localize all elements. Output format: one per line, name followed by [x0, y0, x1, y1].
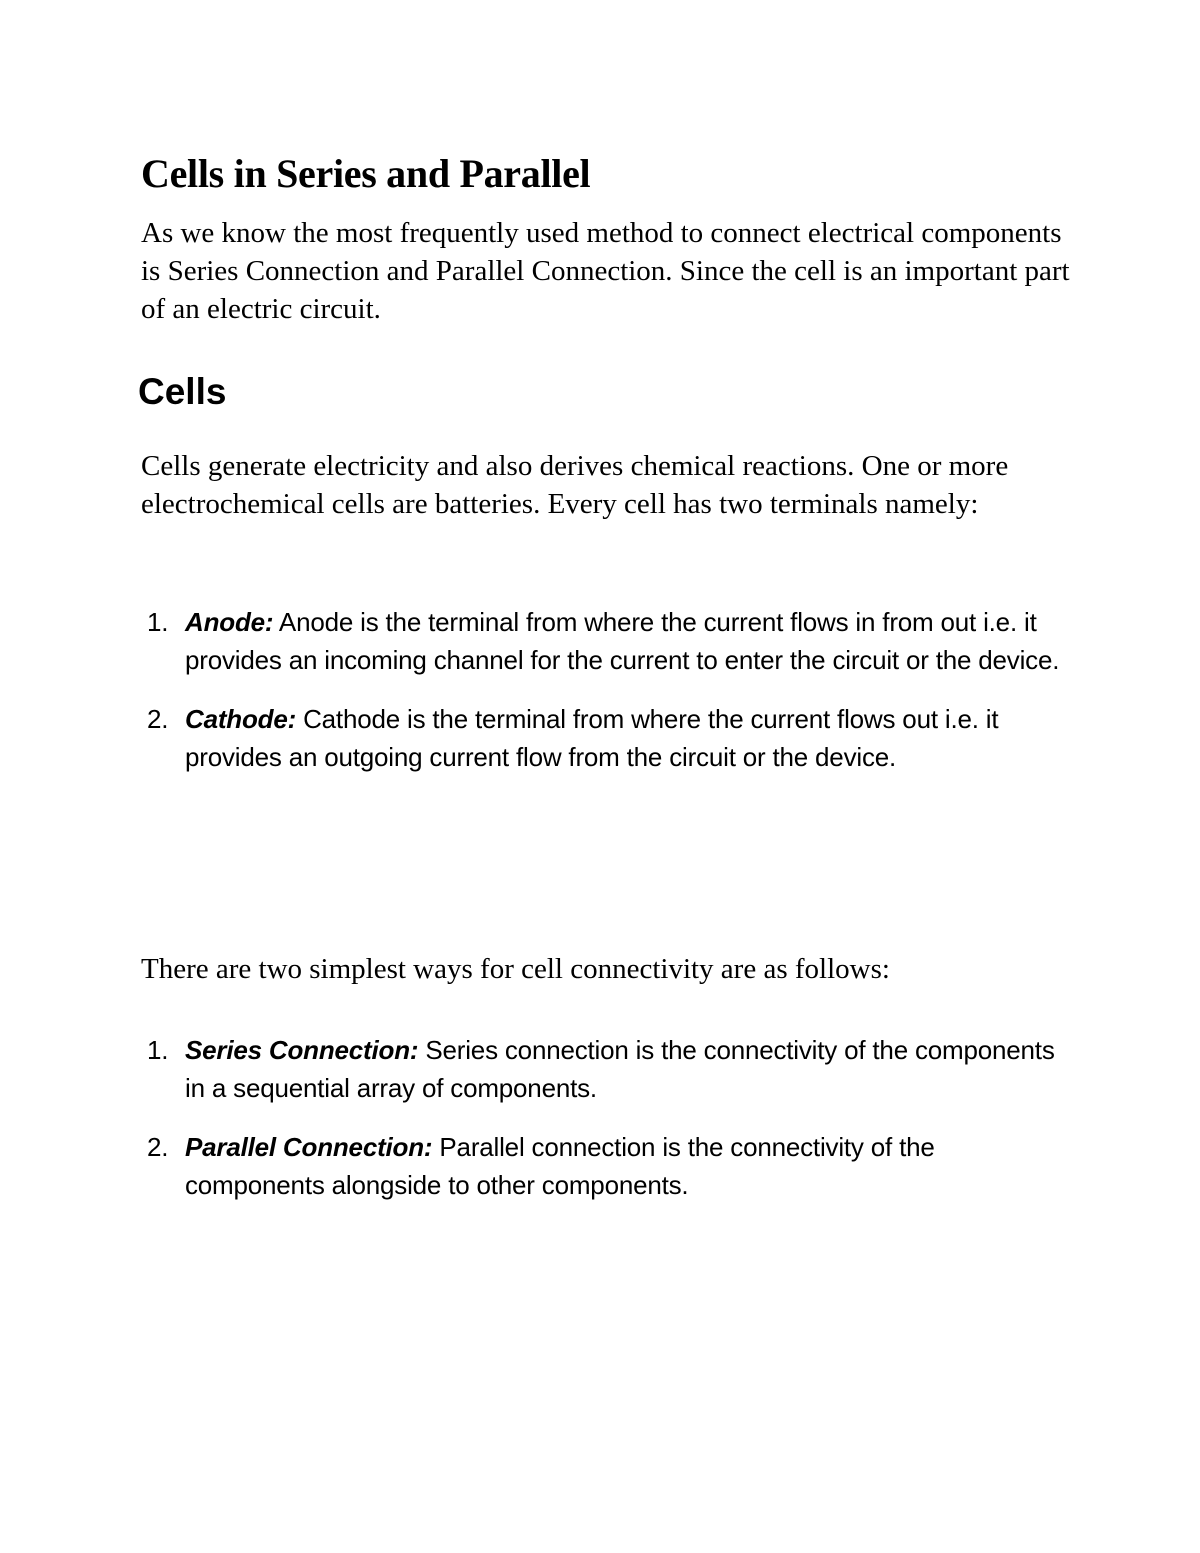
term-cathode: Cathode: [185, 704, 297, 734]
intro-paragraph: As we know the most frequently used method to connect electrical components is Series Connection and Parallel Connection. Since the cell is an important part of an electric circuit. [141, 217, 1070, 325]
list-item-series-connection [141, 1031, 1061, 1107]
page-title: Cells in Series and Parallel [141, 151, 591, 196]
parallel-connection-description: Parallel connection is the connectivity of the components alongside to other components. [185, 1132, 935, 1200]
connectivity-paragraph: There are two simplest ways for cell connectivity are as follows: [141, 953, 890, 985]
list-number: 1. [147, 1035, 169, 1065]
list-item-parallel-connection [141, 1128, 1061, 1204]
anode-description: Anode is the terminal from where the current flows in from out i.e. it provides an incoming channel for the current to enter the circuit or the device. [185, 607, 1060, 675]
cells-paragraph: Cells generate electricity and also derives chemical reactions. One or more electrochemical cells are batteries. Every cell has two terminals namely: [141, 450, 1009, 520]
list-number: 2. [147, 704, 169, 734]
cathode-description: Cathode is the terminal from where the current flows out i.e. it provides an outgoing current flow from the circuit or the device. [185, 704, 999, 772]
series-connection-description: Series connection is the connectivity of the components in a sequential array of components. [185, 1035, 1055, 1103]
list-number: 1. [147, 607, 169, 637]
list-item-anode [141, 603, 1061, 679]
section-heading-cells: Cells [138, 371, 227, 412]
terminals-list [141, 603, 1061, 797]
term-series-connection: Series Connection: [185, 1035, 419, 1065]
list-number: 2. [147, 1132, 169, 1162]
term-parallel-connection: Parallel Connection: [185, 1132, 433, 1162]
list-item-cathode [141, 700, 1061, 776]
connections-list [141, 1031, 1061, 1225]
term-anode: Anode: [185, 607, 274, 637]
